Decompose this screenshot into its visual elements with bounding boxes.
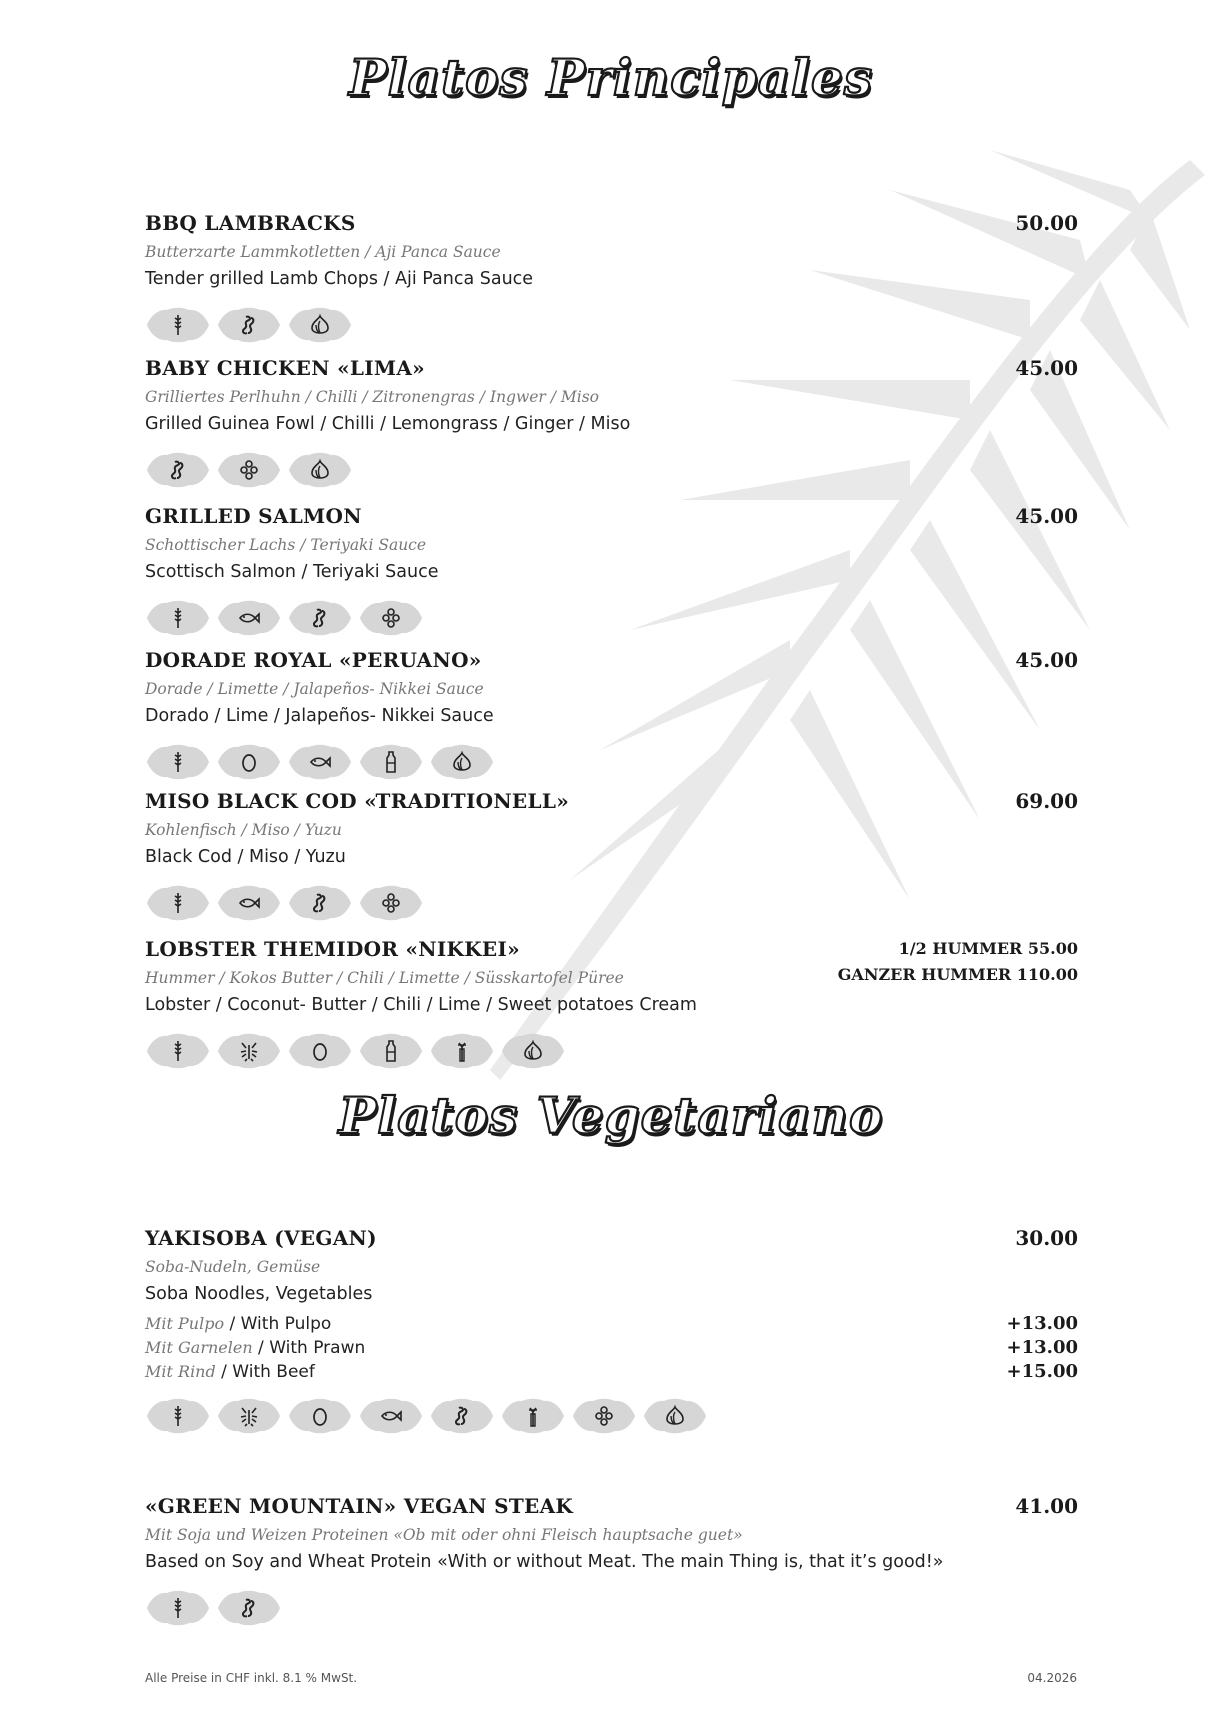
allergen-icons bbox=[145, 450, 1078, 490]
fish-icon bbox=[216, 883, 282, 923]
garlic-icon bbox=[429, 742, 495, 782]
extra-option: Mit Rind / With Beef +15.00 bbox=[145, 1361, 1078, 1382]
dish-description-en: Grilled Guinea Fowl / Chilli / Lemongrass / Ginger / Miso bbox=[145, 414, 631, 434]
extra-option-de: Mit Garnelen bbox=[145, 1338, 253, 1357]
dish-description-de: Kohlenfisch / Miso / Yuzu bbox=[145, 821, 342, 839]
gluten-icon bbox=[287, 883, 353, 923]
dish-price: 45.00 bbox=[1015, 648, 1078, 672]
menu-item bbox=[145, 211, 1078, 345]
allergen-icons bbox=[145, 1031, 1078, 1071]
allergen-icons bbox=[145, 883, 1078, 923]
dish-description-en: Based on Soy and Wheat Protein «With or without Meat. The main Thing is, that it’s good!» bbox=[145, 1552, 944, 1572]
section-title-main: Platos Principales bbox=[348, 48, 874, 107]
dish-name: YAKISOBA (VEGAN) bbox=[145, 1226, 377, 1250]
dish-name: MISO BLACK COD «TRADITIONELL» bbox=[145, 789, 569, 813]
dish-description-en: Scottisch Salmon / Teriyaki Sauce bbox=[145, 562, 439, 582]
extra-option-en: With Prawn bbox=[269, 1338, 366, 1358]
allergen-icons bbox=[145, 598, 1078, 638]
milk-icon bbox=[358, 1031, 424, 1071]
extra-option: Mit Garnelen / With Prawn +13.00 bbox=[145, 1337, 1078, 1358]
dish-description-en: Dorado / Lime / Jalapeños- Nikkei Sauce bbox=[145, 706, 494, 726]
extra-option-en: With Beef bbox=[232, 1362, 315, 1382]
dish-description-de: Butterzarte Lammkotletten / Aji Panca Sauce bbox=[145, 243, 501, 261]
dish-description-en: Black Cod / Miso / Yuzu bbox=[145, 847, 346, 867]
extra-option: Mit Pulpo / With Pulpo +13.00 bbox=[145, 1313, 1078, 1334]
soy-icon bbox=[358, 883, 424, 923]
dish-description-en: Lobster / Coconut- Butter / Chili / Lime / Sweet potatoes Cream bbox=[145, 995, 697, 1015]
wheat-icon bbox=[145, 598, 211, 638]
lobster-icon bbox=[216, 1031, 282, 1071]
soy-icon bbox=[358, 598, 424, 638]
extra-option-de: Mit Pulpo bbox=[145, 1314, 225, 1333]
dish-price: 30.00 bbox=[1015, 1226, 1078, 1250]
dish-name: BBQ LAMBRACKS bbox=[145, 211, 356, 235]
menu-item bbox=[145, 648, 1078, 782]
menu-item bbox=[145, 1494, 1078, 1628]
dish-name: BABY CHICKEN «LIMA» bbox=[145, 356, 425, 380]
dish-description-de: Hummer / Kokos Butter / Chili / Limette / Süsskartofel Püree bbox=[145, 969, 624, 987]
allergen-icons bbox=[145, 742, 1078, 782]
celery-icon bbox=[500, 1396, 566, 1436]
allergen-icons bbox=[145, 305, 1078, 345]
milk-icon bbox=[358, 742, 424, 782]
fish-icon bbox=[287, 742, 353, 782]
footer-date: 04.2026 bbox=[1027, 1671, 1077, 1685]
dish-description-de: Soba-Nudeln, Gemüse bbox=[145, 1258, 321, 1276]
section-title-vegetarian: Platos Vegetariano bbox=[338, 1086, 884, 1145]
fish-icon bbox=[216, 598, 282, 638]
dish-description-de: Dorade / Limette / Jalapeños- Nikkei Sauce bbox=[145, 680, 484, 698]
wheat-icon bbox=[145, 883, 211, 923]
menu-item bbox=[145, 1226, 1078, 1436]
dish-name: LOBSTER THEMIDOR «NIKKEI» bbox=[145, 937, 520, 961]
gluten-icon bbox=[216, 1588, 282, 1628]
footer-price-note: Alle Preise in CHF inkl. 8.1 % MwSt. bbox=[145, 1671, 358, 1685]
dish-name: GRILLED SALMON bbox=[145, 504, 362, 528]
dish-description-en: Tender grilled Lamb Chops / Aji Panca Sauce bbox=[145, 269, 534, 289]
wheat-icon bbox=[145, 1031, 211, 1071]
wheat-icon bbox=[145, 1396, 211, 1436]
dish-price: 45.00 bbox=[1015, 356, 1078, 380]
garlic-icon bbox=[287, 450, 353, 490]
wheat-icon bbox=[145, 742, 211, 782]
garlic-icon bbox=[500, 1031, 566, 1071]
dish-price: 50.00 bbox=[1015, 211, 1078, 235]
menu-item bbox=[145, 356, 1078, 490]
dish-description-de: Grilliertes Perlhuhn / Chilli / Zitronengras / Ingwer / Miso bbox=[145, 388, 600, 406]
wheat-icon bbox=[145, 305, 211, 345]
extra-option-price: +13.00 bbox=[1006, 1337, 1078, 1358]
dish-description-de: Mit Soja und Weizen Proteinen «Ob mit oder ohni Fleisch hauptsache guet» bbox=[145, 1526, 743, 1544]
gluten-icon bbox=[145, 450, 211, 490]
dish-description-en: Soba Noodles, Vegetables bbox=[145, 1284, 373, 1304]
wheat-icon bbox=[145, 1588, 211, 1628]
dish-name: «GREEN MOUNTAIN» VEGAN STEAK bbox=[145, 1494, 574, 1518]
dish-price-half: 1/2 HUMMER 55.00 bbox=[898, 939, 1078, 958]
allergen-icons bbox=[145, 1588, 1078, 1628]
dish-price: 69.00 bbox=[1015, 789, 1078, 813]
egg-icon bbox=[216, 742, 282, 782]
extra-option-en: With Pulpo bbox=[240, 1314, 332, 1334]
lobster-icon bbox=[216, 1396, 282, 1436]
soy-icon bbox=[216, 450, 282, 490]
dish-price: 41.00 bbox=[1015, 1494, 1078, 1518]
gluten-icon bbox=[216, 305, 282, 345]
dish-price-whole: GANZER HUMMER 110.00 bbox=[837, 965, 1078, 984]
dish-description-de: Schottischer Lachs / Teriyaki Sauce bbox=[145, 536, 427, 554]
allergen-icons bbox=[145, 1396, 1078, 1436]
fish-icon bbox=[358, 1396, 424, 1436]
garlic-icon bbox=[287, 305, 353, 345]
menu-item bbox=[145, 937, 1078, 1071]
dish-name: DORADE ROYAL «PERUANO» bbox=[145, 648, 482, 672]
garlic-icon bbox=[642, 1396, 708, 1436]
gluten-icon bbox=[287, 598, 353, 638]
egg-icon bbox=[287, 1031, 353, 1071]
extra-option-price: +13.00 bbox=[1006, 1313, 1078, 1334]
menu-item bbox=[145, 504, 1078, 638]
egg-icon bbox=[287, 1396, 353, 1436]
celery-icon bbox=[429, 1031, 495, 1071]
soy-icon bbox=[571, 1396, 637, 1436]
extra-option-de: Mit Rind bbox=[145, 1362, 216, 1381]
dish-price: 45.00 bbox=[1015, 504, 1078, 528]
extra-option-price: +15.00 bbox=[1006, 1361, 1078, 1382]
gluten-icon bbox=[429, 1396, 495, 1436]
menu-item bbox=[145, 789, 1078, 923]
